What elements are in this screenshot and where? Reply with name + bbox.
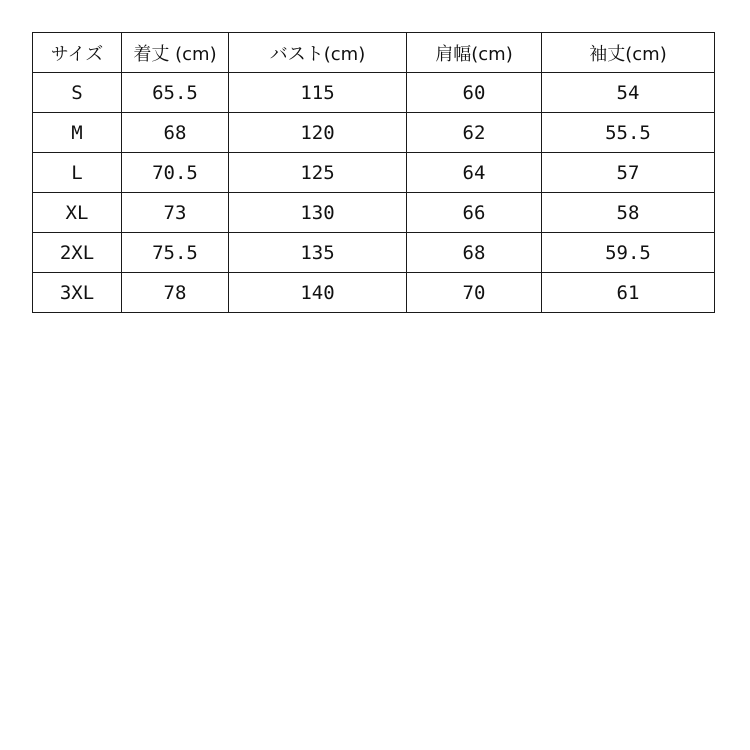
shoulder-cell: 60 xyxy=(407,73,542,113)
bust-cell: 115 xyxy=(229,73,407,113)
bust-cell: 135 xyxy=(229,233,407,273)
bust-cell: 125 xyxy=(229,153,407,193)
shoulder-cell: 64 xyxy=(407,153,542,193)
sleeve-cell: 59.5 xyxy=(542,233,715,273)
bust-cell: 130 xyxy=(229,193,407,233)
header-length: 着丈 (cm) xyxy=(122,33,229,73)
bust-cell: 140 xyxy=(229,273,407,313)
header-sleeve: 袖丈(cm) xyxy=(542,33,715,73)
table-row xyxy=(33,273,715,313)
table-row xyxy=(33,113,715,153)
header-size: サイズ xyxy=(33,33,122,73)
shoulder-cell: 66 xyxy=(407,193,542,233)
sleeve-cell: 61 xyxy=(542,273,715,313)
header-row xyxy=(33,33,715,73)
sleeve-cell: 57 xyxy=(542,153,715,193)
size-cell: M xyxy=(33,113,122,153)
table-row xyxy=(33,193,715,233)
length-cell: 65.5 xyxy=(122,73,229,113)
bust-cell: 120 xyxy=(229,113,407,153)
length-cell: 68 xyxy=(122,113,229,153)
table-row xyxy=(33,233,715,273)
size-cell: L xyxy=(33,153,122,193)
length-cell: 70.5 xyxy=(122,153,229,193)
shoulder-cell: 70 xyxy=(407,273,542,313)
size-cell: 3XL xyxy=(33,273,122,313)
table-row xyxy=(33,73,715,113)
shoulder-cell: 62 xyxy=(407,113,542,153)
header-shoulder: 肩幅(cm) xyxy=(407,33,542,73)
sleeve-cell: 55.5 xyxy=(542,113,715,153)
header-bust: バスト(cm) xyxy=(229,33,407,73)
size-chart-table xyxy=(32,32,715,313)
length-cell: 73 xyxy=(122,193,229,233)
length-cell: 78 xyxy=(122,273,229,313)
shoulder-cell: 68 xyxy=(407,233,542,273)
size-cell: S xyxy=(33,73,122,113)
table-row xyxy=(33,153,715,193)
length-cell: 75.5 xyxy=(122,233,229,273)
size-cell: 2XL xyxy=(33,233,122,273)
sleeve-cell: 54 xyxy=(542,73,715,113)
sleeve-cell: 58 xyxy=(542,193,715,233)
size-cell: XL xyxy=(33,193,122,233)
